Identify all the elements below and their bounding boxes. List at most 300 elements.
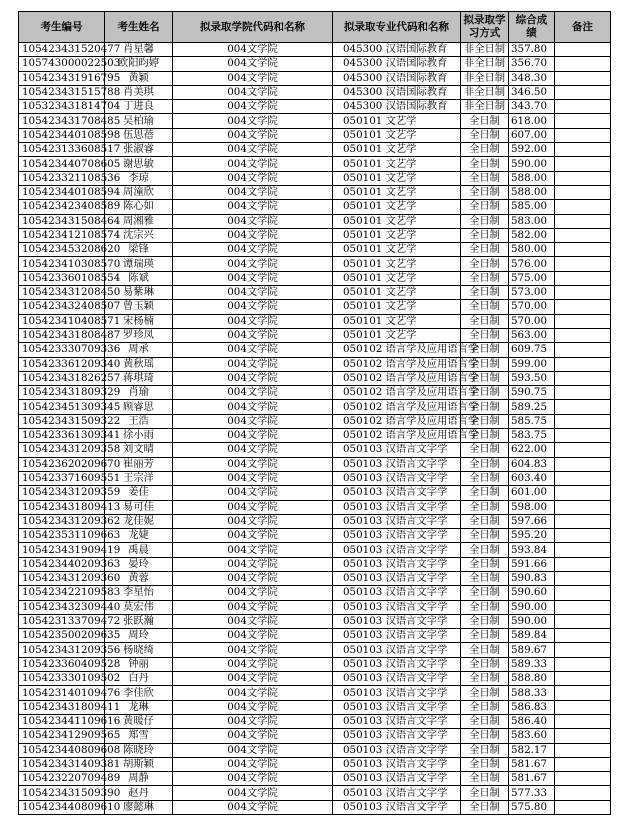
cell-major: 050101 文艺学 (333, 243, 461, 257)
cell-study-mode: 全日制 (461, 800, 509, 814)
cell-remarks (555, 471, 611, 485)
cell-major: 045300 汉语国际教育 (333, 43, 461, 57)
table-row (19, 314, 611, 328)
cell-college: 004文学院 (173, 714, 333, 728)
cell-major: 050103 汉语言文字学 (333, 557, 461, 571)
cell-total-score: 609.75 (509, 343, 555, 357)
cell-total-score: 589.67 (509, 643, 555, 657)
cell-college: 004文学院 (173, 557, 333, 571)
table-row (19, 143, 611, 157)
cell-candidate-name: 陈斌 (105, 271, 173, 285)
cell-remarks (555, 429, 611, 443)
cell-study-mode: 全日制 (461, 700, 509, 714)
cell-college: 004文学院 (173, 614, 333, 628)
cell-total-score: 585.75 (509, 414, 555, 428)
cell-college: 004文学院 (173, 471, 333, 485)
cell-total-score: 588.00 (509, 185, 555, 199)
cell-major: 045300 汉语国际教育 (333, 57, 461, 71)
cell-college: 004文学院 (173, 529, 333, 543)
table-row (19, 257, 611, 271)
cell-study-mode: 全日制 (461, 200, 509, 214)
table-row (19, 343, 611, 357)
cell-candidate-name: 张淑睿 (105, 143, 173, 157)
cell-college: 004文学院 (173, 643, 333, 657)
cell-major: 050101 文艺学 (333, 214, 461, 228)
cell-study-mode: 全日制 (461, 657, 509, 671)
cell-major: 045300 汉语国际教育 (333, 85, 461, 99)
cell-candidate-name: 赵丹 (105, 786, 173, 800)
cell-remarks (555, 171, 611, 185)
cell-total-score: 590.83 (509, 571, 555, 585)
cell-remarks (555, 414, 611, 428)
cell-college: 004文学院 (173, 300, 333, 314)
cell-candidate-id: 105423432309440 (19, 600, 105, 614)
cell-candidate-name: 周湘雅 (105, 214, 173, 228)
cell-remarks (555, 371, 611, 385)
table-row (19, 171, 611, 185)
cell-candidate-name: 李琼 (105, 171, 173, 185)
cell-candidate-name: 龙佳妮 (105, 514, 173, 528)
cell-college: 004文学院 (173, 228, 333, 242)
cell-candidate-name: 蒋琪琦 (105, 371, 173, 385)
cell-total-score: 581.67 (509, 772, 555, 786)
cell-total-score: 581.67 (509, 757, 555, 771)
cell-college: 004文学院 (173, 71, 333, 85)
cell-total-score: 622.00 (509, 443, 555, 457)
cell-candidate-id: 105423410408571 (19, 314, 105, 328)
cell-college: 004文学院 (173, 286, 333, 300)
cell-candidate-id: 105423412108574 (19, 228, 105, 242)
cell-candidate-id: 105423412909565 (19, 729, 105, 743)
cell-candidate-name: 沈宗兴 (105, 228, 173, 242)
cell-study-mode: 全日制 (461, 743, 509, 757)
table-row (19, 529, 611, 543)
table-row (19, 614, 611, 628)
cell-remarks (555, 157, 611, 171)
table-row (19, 471, 611, 485)
table-row (19, 514, 611, 528)
cell-candidate-id: 105423431209358 (19, 443, 105, 457)
cell-candidate-name: 钟丽 (105, 657, 173, 671)
cell-remarks (555, 328, 611, 342)
cell-study-mode: 全日制 (461, 629, 509, 643)
table-row (19, 429, 611, 443)
cell-candidate-id: 105423431809329 (19, 386, 105, 400)
cell-major: 050101 文艺学 (333, 228, 461, 242)
cell-total-score: 356.70 (509, 57, 555, 71)
cell-total-score: 593.50 (509, 371, 555, 385)
cell-candidate-id: 105423321108536 (19, 171, 105, 185)
cell-candidate-id: 105423440108594 (19, 185, 105, 199)
cell-candidate-name: 黄颖 (105, 71, 173, 85)
cell-major: 050101 文艺学 (333, 171, 461, 185)
cell-candidate-id: 105423431509322 (19, 414, 105, 428)
header-remarks: 备注 (555, 12, 611, 43)
cell-major: 050103 汉语言文字学 (333, 757, 461, 771)
table-row (19, 571, 611, 585)
cell-college: 004文学院 (173, 243, 333, 257)
cell-major: 050101 文艺学 (333, 300, 461, 314)
cell-remarks (555, 214, 611, 228)
cell-major: 050103 汉语言文字学 (333, 600, 461, 614)
cell-remarks (555, 343, 611, 357)
cell-candidate-id: 105423500209635 (19, 629, 105, 643)
cell-candidate-name: 易可佳 (105, 500, 173, 514)
cell-study-mode: 全日制 (461, 543, 509, 557)
cell-study-mode: 全日制 (461, 443, 509, 457)
cell-major: 050103 汉语言文字学 (333, 486, 461, 500)
cell-total-score: 346.50 (509, 85, 555, 99)
cell-total-score: 348.30 (509, 71, 555, 85)
cell-remarks (555, 100, 611, 114)
cell-candidate-id: 105423133608517 (19, 143, 105, 157)
table-row (19, 228, 611, 242)
cell-major: 050103 汉语言文字学 (333, 529, 461, 543)
cell-candidate-id: 105423440809610 (19, 800, 105, 814)
header-study-mode: 拟录取学习方式 (461, 12, 509, 43)
cell-candidate-name: 陈晓玲 (105, 743, 173, 757)
table-row (19, 800, 611, 814)
cell-total-score: 618.00 (509, 114, 555, 128)
header-candidate-id: 考生编号 (19, 12, 105, 43)
table-row (19, 786, 611, 800)
table-row (19, 672, 611, 686)
table-row (19, 772, 611, 786)
cell-study-mode: 全日制 (461, 757, 509, 771)
cell-candidate-name: 莫宏伟 (105, 600, 173, 614)
cell-college: 004文学院 (173, 443, 333, 457)
cell-total-score: 590.00 (509, 600, 555, 614)
table-row (19, 371, 611, 385)
cell-college: 004文学院 (173, 343, 333, 357)
cell-study-mode: 非全日制 (461, 57, 509, 71)
table-row (19, 200, 611, 214)
cell-college: 004文学院 (173, 600, 333, 614)
cell-candidate-name: 王浩 (105, 414, 173, 428)
cell-major: 050103 汉语言文字学 (333, 672, 461, 686)
cell-college: 004文学院 (173, 457, 333, 471)
table-row (19, 57, 611, 71)
table-row (19, 400, 611, 414)
cell-candidate-name: 易紫琳 (105, 286, 173, 300)
cell-candidate-id: 105423431515788 (19, 85, 105, 99)
cell-college: 004文学院 (173, 357, 333, 371)
cell-candidate-name: 龙婕 (105, 529, 173, 543)
cell-candidate-id: 105423371609551 (19, 471, 105, 485)
cell-candidate-id: 105423360409528 (19, 657, 105, 671)
cell-major: 050103 汉语言文字学 (333, 743, 461, 757)
cell-remarks (555, 71, 611, 85)
cell-remarks (555, 557, 611, 571)
cell-candidate-name: 黄蓉 (105, 571, 173, 585)
cell-candidate-id: 105423431508464 (19, 214, 105, 228)
header-major: 拟录取专业代码和名称 (333, 12, 461, 43)
cell-total-score: 570.00 (509, 314, 555, 328)
cell-remarks (555, 400, 611, 414)
cell-total-score: 575.80 (509, 800, 555, 814)
cell-candidate-name: 伍思蓓 (105, 128, 173, 142)
cell-study-mode: 全日制 (461, 500, 509, 514)
cell-candidate-name: 陈心如 (105, 200, 173, 214)
cell-college: 004文学院 (173, 429, 333, 443)
cell-candidate-name: 梁锋 (105, 243, 173, 257)
cell-study-mode: 全日制 (461, 228, 509, 242)
cell-candidate-id: 105423431409381 (19, 757, 105, 771)
table-body (19, 43, 611, 815)
table-row (19, 543, 611, 557)
admission-table (18, 11, 611, 815)
table-row (19, 443, 611, 457)
cell-candidate-name: 郑雪 (105, 729, 173, 743)
table-row (19, 43, 611, 57)
cell-major: 050101 文艺学 (333, 257, 461, 271)
cell-remarks (555, 257, 611, 271)
cell-candidate-id: 105423431708485 (19, 114, 105, 128)
cell-study-mode: 全日制 (461, 286, 509, 300)
cell-major: 050103 汉语言文字学 (333, 543, 461, 557)
cell-study-mode: 全日制 (461, 514, 509, 528)
cell-major: 050102 语言学及应用语言学 (333, 343, 461, 357)
cell-college: 004文学院 (173, 371, 333, 385)
cell-candidate-id: 105423360108554 (19, 271, 105, 285)
cell-candidate-id: 105423431916795 (19, 71, 105, 85)
cell-candidate-id: 105423330709336 (19, 343, 105, 357)
cell-candidate-name: 周静 (105, 772, 173, 786)
cell-college: 004文学院 (173, 57, 333, 71)
cell-major: 050103 汉语言文字学 (333, 729, 461, 743)
cell-total-score: 588.33 (509, 686, 555, 700)
cell-remarks (555, 200, 611, 214)
cell-major: 050101 文艺学 (333, 328, 461, 342)
cell-remarks (555, 500, 611, 514)
cell-major: 050103 汉语言文字学 (333, 643, 461, 657)
cell-college: 004文学院 (173, 543, 333, 557)
cell-college: 004文学院 (173, 414, 333, 428)
cell-study-mode: 全日制 (461, 529, 509, 543)
cell-remarks (555, 185, 611, 199)
cell-candidate-name: 王宗洋 (105, 471, 173, 485)
cell-major: 050101 文艺学 (333, 200, 461, 214)
cell-candidate-id: 105743000022503 (19, 57, 105, 71)
cell-college: 004文学院 (173, 328, 333, 342)
cell-total-score: 591.66 (509, 557, 555, 571)
table-row (19, 629, 611, 643)
cell-candidate-name: 黄暖仔 (105, 714, 173, 728)
cell-candidate-name: 张跃瀚 (105, 614, 173, 628)
cell-remarks (555, 586, 611, 600)
cell-major: 050101 文艺学 (333, 157, 461, 171)
cell-candidate-name: 崔丽芳 (105, 457, 173, 471)
cell-major: 050103 汉语言文字学 (333, 514, 461, 528)
cell-candidate-name: 罗珍凤 (105, 328, 173, 342)
cell-candidate-name: 刘文晴 (105, 443, 173, 457)
cell-remarks (555, 300, 611, 314)
cell-candidate-name: 李星怡 (105, 586, 173, 600)
cell-major: 050102 语言学及应用语言学 (333, 386, 461, 400)
cell-study-mode: 全日制 (461, 157, 509, 171)
cell-major: 050101 文艺学 (333, 128, 461, 142)
cell-study-mode: 全日制 (461, 243, 509, 257)
cell-college: 004文学院 (173, 657, 333, 671)
cell-total-score: 590.60 (509, 586, 555, 600)
cell-remarks (555, 143, 611, 157)
cell-major: 050103 汉语言文字学 (333, 457, 461, 471)
cell-college: 004文学院 (173, 171, 333, 185)
cell-study-mode: 全日制 (461, 386, 509, 400)
cell-candidate-id: 105423431808487 (19, 328, 105, 342)
cell-study-mode: 全日制 (461, 714, 509, 728)
cell-college: 004文学院 (173, 672, 333, 686)
table-row (19, 300, 611, 314)
table-row (19, 214, 611, 228)
cell-college: 004文学院 (173, 386, 333, 400)
cell-candidate-name: 丁进良 (105, 100, 173, 114)
cell-college: 004文学院 (173, 100, 333, 114)
cell-candidate-id: 105423432408507 (19, 300, 105, 314)
cell-study-mode: 全日制 (461, 143, 509, 157)
cell-study-mode: 非全日制 (461, 85, 509, 99)
cell-candidate-id: 105423133709472 (19, 614, 105, 628)
cell-candidate-name: 周承 (105, 343, 173, 357)
cell-study-mode: 全日制 (461, 586, 509, 600)
table-row (19, 328, 611, 342)
cell-college: 004文学院 (173, 514, 333, 528)
cell-candidate-name: 徐小雨 (105, 429, 173, 443)
cell-major: 050103 汉语言文字学 (333, 571, 461, 585)
cell-remarks (555, 486, 611, 500)
header-college: 拟录取学院代码和名称 (173, 12, 333, 43)
cell-college: 004文学院 (173, 786, 333, 800)
cell-candidate-name: 周潼欣 (105, 185, 173, 199)
table-row (19, 185, 611, 199)
table-row (19, 386, 611, 400)
cell-candidate-id: 105423431209359 (19, 486, 105, 500)
cell-college: 004文学院 (173, 772, 333, 786)
cell-total-score: 588.80 (509, 672, 555, 686)
cell-total-score: 586.40 (509, 714, 555, 728)
cell-candidate-id: 105423361209340 (19, 357, 105, 371)
cell-study-mode: 全日制 (461, 257, 509, 271)
cell-total-score: 601.00 (509, 486, 555, 500)
cell-college: 004文学院 (173, 128, 333, 142)
table-row (19, 757, 611, 771)
cell-study-mode: 全日制 (461, 128, 509, 142)
cell-college: 004文学院 (173, 486, 333, 500)
table-row (19, 700, 611, 714)
cell-college: 004文学院 (173, 271, 333, 285)
table-row (19, 71, 611, 85)
cell-major: 045300 汉语国际教育 (333, 100, 461, 114)
cell-total-score: 357.80 (509, 43, 555, 57)
cell-candidate-id: 105423431909419 (19, 543, 105, 557)
cell-college: 004文学院 (173, 85, 333, 99)
cell-total-score: 570.00 (509, 300, 555, 314)
cell-study-mode: 全日制 (461, 457, 509, 471)
cell-total-score: 575.00 (509, 271, 555, 285)
cell-college: 004文学院 (173, 686, 333, 700)
cell-remarks (555, 729, 611, 743)
cell-candidate-name: 黄秋瑶 (105, 357, 173, 371)
cell-remarks (555, 314, 611, 328)
cell-candidate-id: 105423361309341 (19, 429, 105, 443)
cell-major: 050102 语言学及应用语言学 (333, 429, 461, 443)
cell-candidate-id: 105423330109502 (19, 672, 105, 686)
header-row (19, 12, 611, 43)
cell-college: 004文学院 (173, 571, 333, 585)
cell-major: 050103 汉语言文字学 (333, 772, 461, 786)
cell-remarks (555, 786, 611, 800)
cell-college: 004文学院 (173, 185, 333, 199)
cell-remarks (555, 529, 611, 543)
cell-study-mode: 全日制 (461, 486, 509, 500)
cell-total-score: 589.33 (509, 657, 555, 671)
cell-candidate-id: 105423453208620 (19, 243, 105, 257)
cell-study-mode: 全日制 (461, 557, 509, 571)
cell-candidate-name: 龙琳 (105, 700, 173, 714)
cell-candidate-name: 廖懿琳 (105, 800, 173, 814)
cell-candidate-id: 105423431209360 (19, 571, 105, 585)
cell-major: 045300 汉语国际教育 (333, 71, 461, 85)
cell-remarks (555, 386, 611, 400)
cell-college: 004文学院 (173, 143, 333, 157)
cell-total-score: 593.84 (509, 543, 555, 557)
cell-total-score: 582.00 (509, 228, 555, 242)
cell-candidate-id: 105423440209363 (19, 557, 105, 571)
cell-total-score: 607.00 (509, 128, 555, 142)
cell-total-score: 595.20 (509, 529, 555, 543)
cell-major: 050103 汉语言文字学 (333, 443, 461, 457)
table-row (19, 600, 611, 614)
cell-remarks (555, 686, 611, 700)
cell-candidate-id: 105423431520477 (19, 43, 105, 57)
cell-remarks (555, 643, 611, 657)
table-row (19, 686, 611, 700)
table-row (19, 271, 611, 285)
header-candidate-name: 考生姓名 (105, 12, 173, 43)
cell-study-mode: 全日制 (461, 357, 509, 371)
cell-study-mode: 非全日制 (461, 100, 509, 114)
cell-candidate-id: 105323431814704 (19, 100, 105, 114)
table-row (19, 243, 611, 257)
cell-remarks (555, 114, 611, 128)
cell-major: 050103 汉语言文字学 (333, 686, 461, 700)
cell-college: 004文学院 (173, 200, 333, 214)
cell-major: 050103 汉语言文字学 (333, 714, 461, 728)
table-row (19, 643, 611, 657)
cell-candidate-id: 105423431208450 (19, 286, 105, 300)
cell-total-score: 573.00 (509, 286, 555, 300)
table-row (19, 157, 611, 171)
cell-total-score: 598.00 (509, 500, 555, 514)
cell-study-mode: 全日制 (461, 429, 509, 443)
cell-candidate-name: 晏玲 (105, 557, 173, 571)
cell-major: 050103 汉语言文字学 (333, 700, 461, 714)
cell-candidate-name: 宋杨楠 (105, 314, 173, 328)
cell-total-score: 343.70 (509, 100, 555, 114)
cell-major: 050103 汉语言文字学 (333, 614, 461, 628)
cell-college: 004文学院 (173, 400, 333, 414)
cell-candidate-id: 105423440708605 (19, 157, 105, 171)
cell-remarks (555, 614, 611, 628)
cell-candidate-name: 李佳欣 (105, 686, 173, 700)
cell-candidate-id: 105423620209670 (19, 457, 105, 471)
cell-candidate-name: 白丹 (105, 672, 173, 686)
cell-college: 004文学院 (173, 257, 333, 271)
cell-remarks (555, 629, 611, 643)
cell-candidate-id: 105423431209362 (19, 514, 105, 528)
cell-remarks (555, 600, 611, 614)
cell-remarks (555, 357, 611, 371)
